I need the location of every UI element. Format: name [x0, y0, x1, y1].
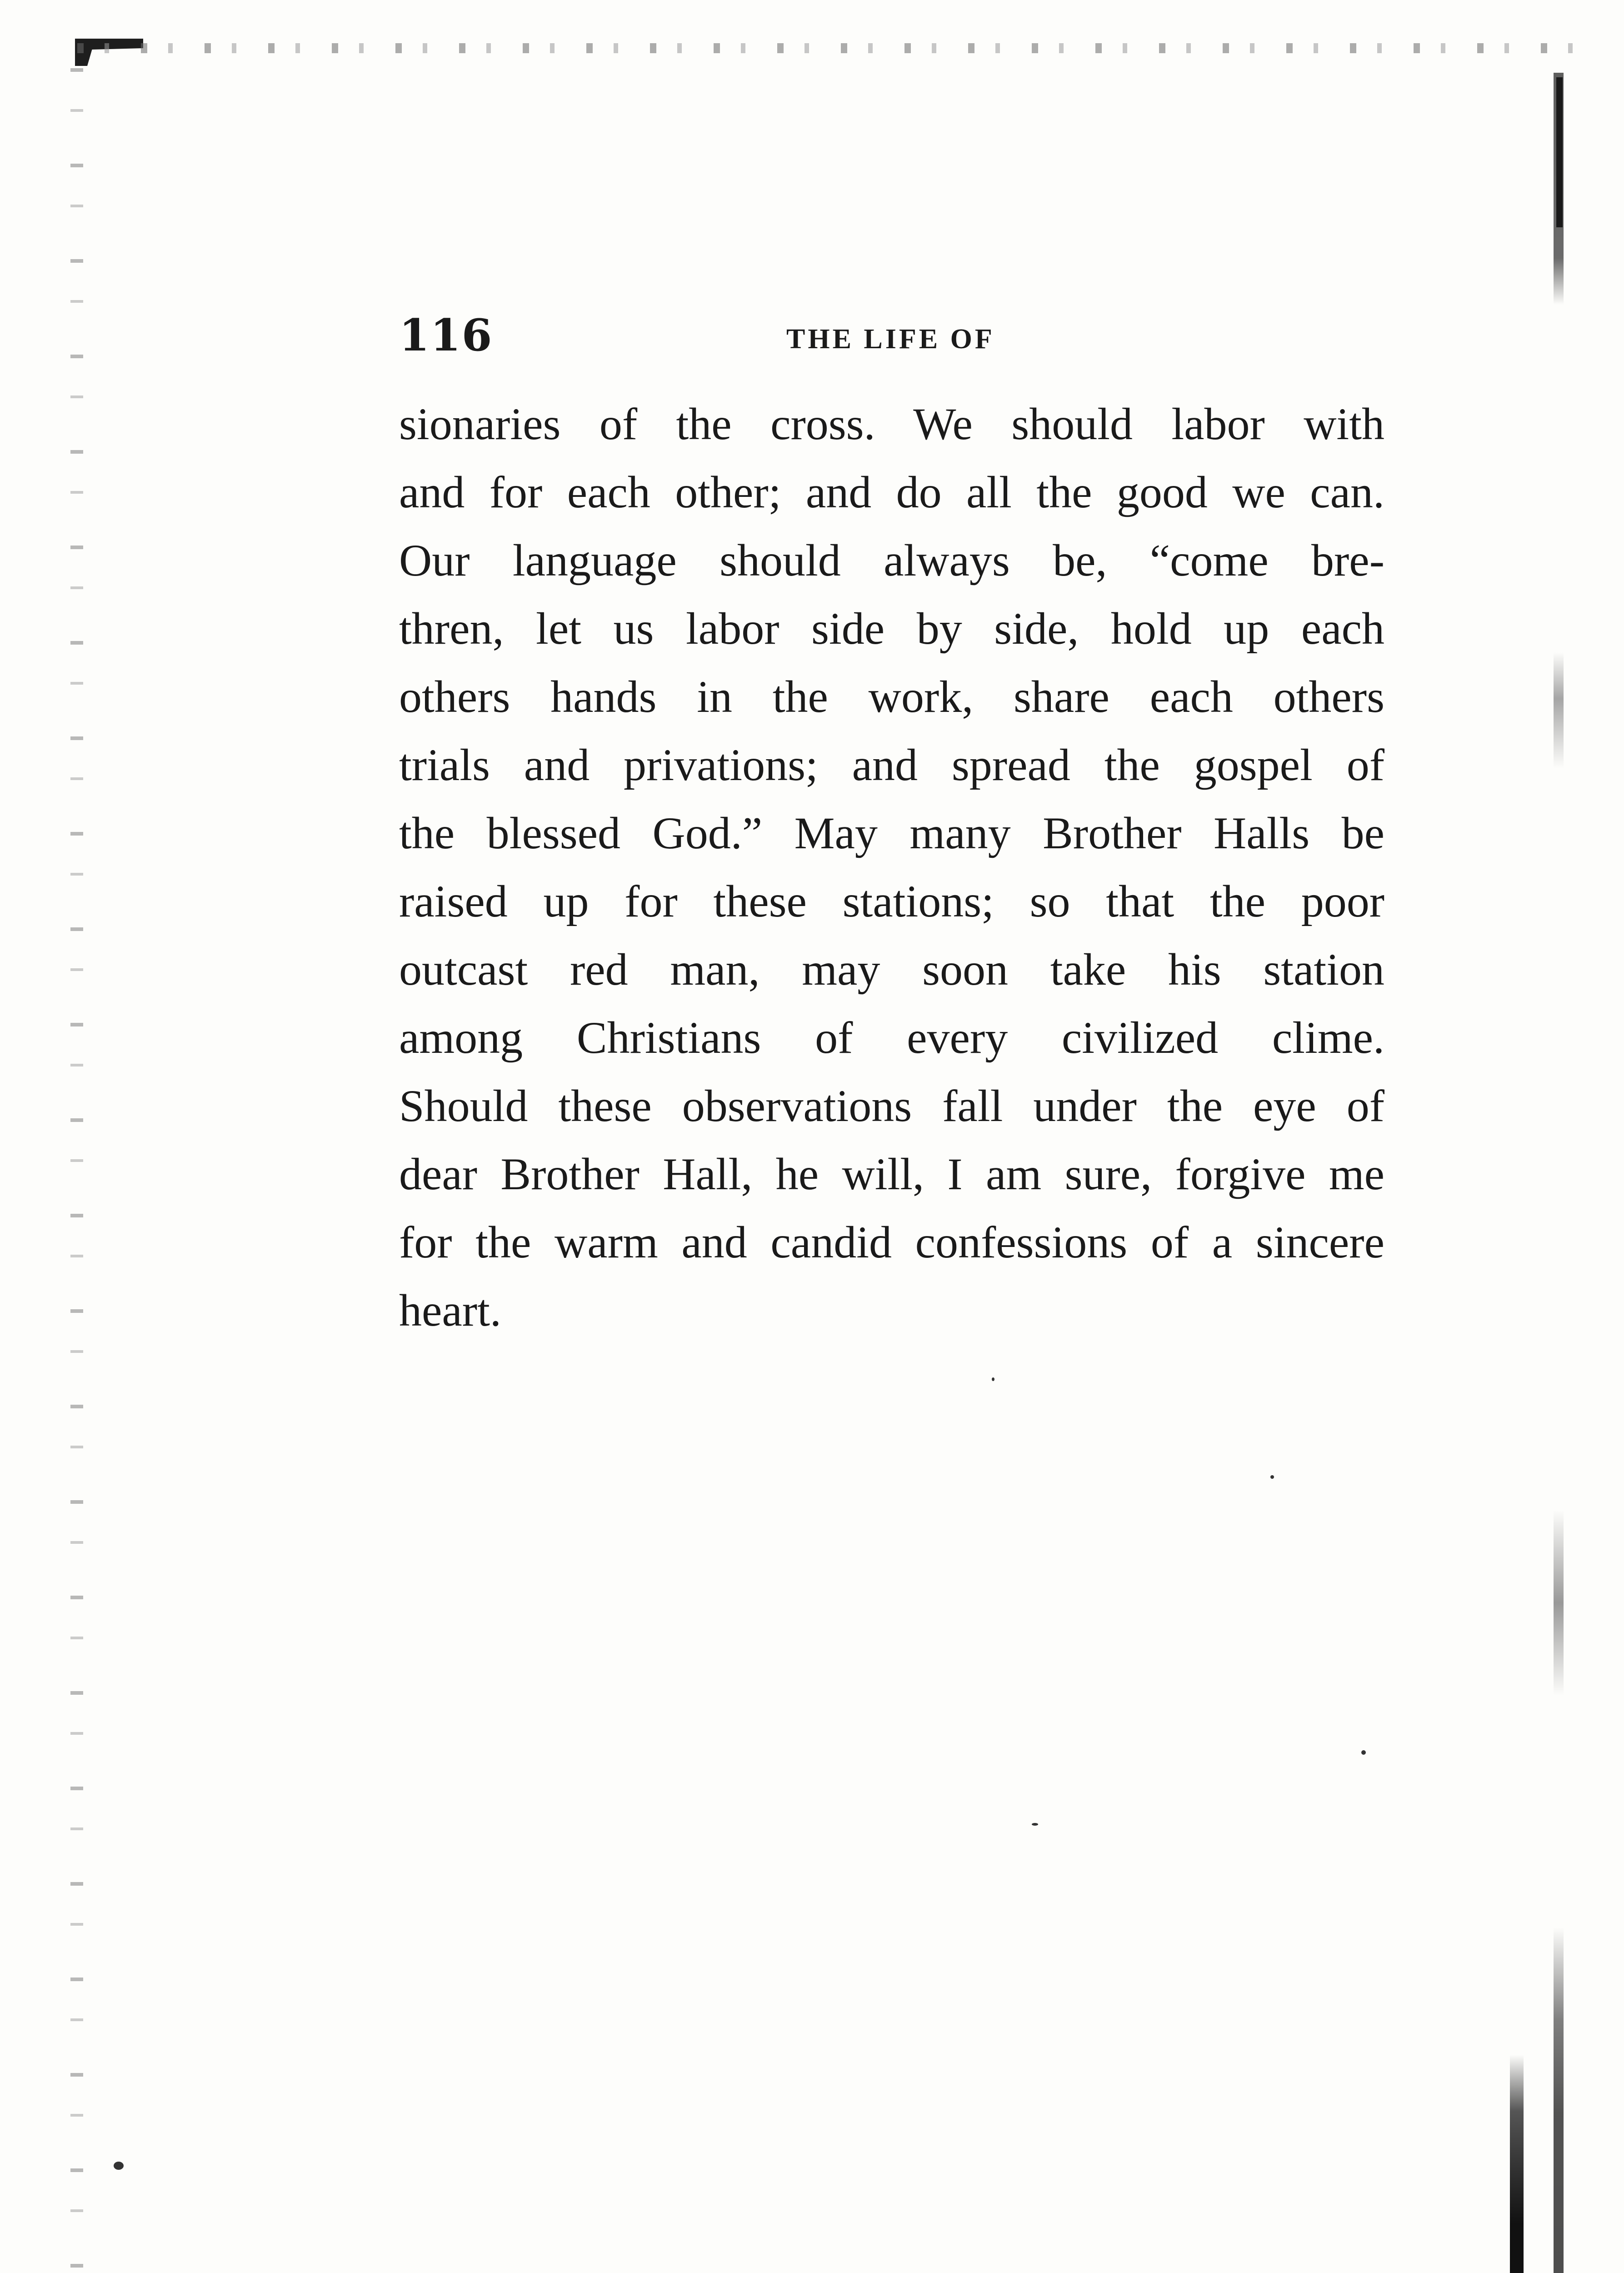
text-line: and for each other; and do all the good we can.	[399, 467, 1384, 517]
page-header	[399, 310, 1381, 360]
ink-speck	[1270, 1475, 1274, 1479]
scan-left-edge	[70, 68, 83, 2273]
page-number: 116	[399, 310, 493, 361]
text-line: outcast red man, may soon take his station	[399, 944, 1384, 995]
text-line: thren, let us labor side by side, hold up each	[399, 603, 1384, 654]
text-line: trials and privations; and spread the gospel of	[399, 740, 1384, 790]
ink-speck	[114, 2162, 124, 2170]
scan-right-edge	[1554, 73, 1564, 2273]
body-paragraph	[399, 390, 1384, 1345]
text-line: Should these observations fall under the eye of	[399, 1081, 1384, 1131]
text-line: others hands in the work, share each others	[399, 671, 1384, 722]
ink-speck	[1032, 1823, 1038, 1826]
text-line: dear Brother Hall, he will, I am sure, forgive me	[399, 1149, 1384, 1199]
ink-speck	[1361, 1750, 1366, 1755]
text-line: heart.	[399, 1285, 501, 1336]
text-line: Our language should always be, “come bre-	[399, 535, 1384, 586]
scan-right-shadow	[1556, 77, 1563, 227]
text-line: for the warm and candid confessions of a sincere	[399, 1217, 1384, 1267]
text-line: the blessed God.” May many Brother Halls be	[399, 808, 1384, 858]
text-line: raised up for these stations; so that the poor	[399, 876, 1384, 926]
scan-right-shadow-lower	[1510, 2055, 1524, 2273]
ink-speck	[992, 1377, 994, 1381]
text-line: among Christians of every civilized clime.	[399, 1012, 1384, 1063]
running-head: THE LIFE OF	[786, 324, 995, 355]
scan-top-edge	[77, 43, 1577, 53]
text-line: sionaries of the cross. We should labor with	[399, 399, 1384, 449]
